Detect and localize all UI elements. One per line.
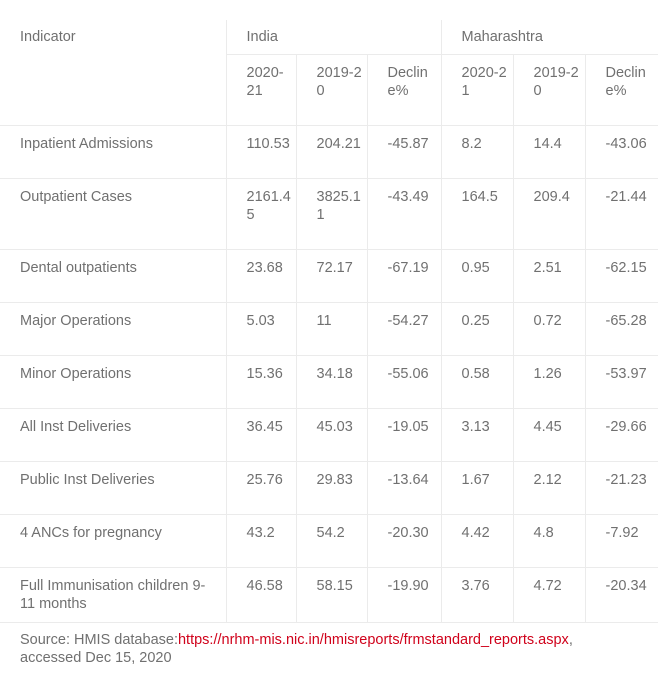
value-cell: -21.23 [585, 461, 658, 514]
value-cell: -43.49 [367, 178, 441, 249]
indicator-cell: Minor Operations [0, 355, 226, 408]
value-cell: 72.17 [296, 249, 367, 302]
indicator-cell: Inpatient Admissions [0, 125, 226, 178]
value-cell: 209.4 [513, 178, 585, 249]
hmis-comparison-table [0, 20, 658, 623]
sub-header-india-2020-21: 2020-21 [226, 54, 296, 125]
value-cell: 34.18 [296, 355, 367, 408]
sub-header-india-2019-20: 2019-20 [296, 54, 367, 125]
value-cell: 0.72 [513, 302, 585, 355]
value-cell: 164.5 [441, 178, 513, 249]
table-row [0, 302, 658, 355]
sub-header-maharashtra-2020-21: 2020-21 [441, 54, 513, 125]
value-cell: 4.45 [513, 408, 585, 461]
value-cell: -62.15 [585, 249, 658, 302]
value-cell: -7.92 [585, 514, 658, 567]
indicator-cell: Public Inst Deliveries [0, 461, 226, 514]
group-header-maharashtra: Maharashtra [441, 20, 658, 54]
sub-header-maharashtra-decline: Decline% [585, 54, 658, 125]
value-cell: 4.42 [441, 514, 513, 567]
value-cell: -67.19 [367, 249, 441, 302]
data-table-container [0, 20, 658, 667]
table-row [0, 355, 658, 408]
value-cell: 0.95 [441, 249, 513, 302]
value-cell: -21.44 [585, 178, 658, 249]
value-cell: 25.76 [226, 461, 296, 514]
value-cell: 11 [296, 302, 367, 355]
indicator-cell: Full Immunisation children 9-11 months [0, 567, 226, 622]
value-cell: 3825.11 [296, 178, 367, 249]
source-prefix: Source: HMIS database: [20, 631, 178, 648]
value-cell: -54.27 [367, 302, 441, 355]
sub-header-row [0, 54, 658, 125]
value-cell: 1.26 [513, 355, 585, 408]
table-row [0, 514, 658, 567]
indicator-cell: Major Operations [0, 302, 226, 355]
value-cell: -20.30 [367, 514, 441, 567]
value-cell: 204.21 [296, 125, 367, 178]
value-cell: 43.2 [226, 514, 296, 567]
group-header-row [0, 20, 658, 54]
value-cell: 45.03 [296, 408, 367, 461]
table-row [0, 461, 658, 514]
sub-header-maharashtra-2019-20: 2019-20 [513, 54, 585, 125]
table-row [0, 125, 658, 178]
value-cell: -45.87 [367, 125, 441, 178]
value-cell: 1.67 [441, 461, 513, 514]
value-cell: -55.06 [367, 355, 441, 408]
value-cell: 2.51 [513, 249, 585, 302]
value-cell: 29.83 [296, 461, 367, 514]
value-cell: 14.4 [513, 125, 585, 178]
indicator-cell: 4 ANCs for pregnancy [0, 514, 226, 567]
value-cell: 3.13 [441, 408, 513, 461]
value-cell: 0.25 [441, 302, 513, 355]
indicator-cell: All Inst Deliveries [0, 408, 226, 461]
indicator-header-spacer [0, 54, 226, 125]
value-cell: -13.64 [367, 461, 441, 514]
value-cell: -19.05 [367, 408, 441, 461]
source-note [0, 623, 658, 667]
value-cell: 4.72 [513, 567, 585, 622]
value-cell: -19.90 [367, 567, 441, 622]
indicator-cell: Dental outpatients [0, 249, 226, 302]
source-link[interactable]: https://nrhm-mis.nic.in/hmisreports/frmstandard_reports.aspx [177, 631, 569, 648]
value-cell: 2161.45 [226, 178, 296, 249]
table-row [0, 249, 658, 302]
value-cell: 110.53 [226, 125, 296, 178]
table-row [0, 408, 658, 461]
value-cell: 4.8 [513, 514, 585, 567]
value-cell: -20.34 [585, 567, 658, 622]
value-cell: 54.2 [296, 514, 367, 567]
value-cell: -43.06 [585, 125, 658, 178]
value-cell: 2.12 [513, 461, 585, 514]
sub-header-india-decline: Decline% [367, 54, 441, 125]
value-cell: 8.2 [441, 125, 513, 178]
value-cell: 23.68 [226, 249, 296, 302]
table-row [0, 567, 658, 622]
group-header-india: India [226, 20, 441, 54]
value-cell: 58.15 [296, 567, 367, 622]
value-cell: 0.58 [441, 355, 513, 408]
value-cell: -29.66 [585, 408, 658, 461]
indicator-header: Indicator [20, 29, 76, 45]
value-cell: 46.58 [226, 567, 296, 622]
value-cell: -53.97 [585, 355, 658, 408]
value-cell: -65.28 [585, 302, 658, 355]
indicator-cell: Outpatient Cases [0, 178, 226, 249]
value-cell: 3.76 [441, 567, 513, 622]
table-row [0, 178, 658, 249]
source-suffix: , accessed Dec 15, 2020 [20, 631, 573, 666]
value-cell: 15.36 [226, 355, 296, 408]
value-cell: 5.03 [226, 302, 296, 355]
value-cell: 36.45 [226, 408, 296, 461]
